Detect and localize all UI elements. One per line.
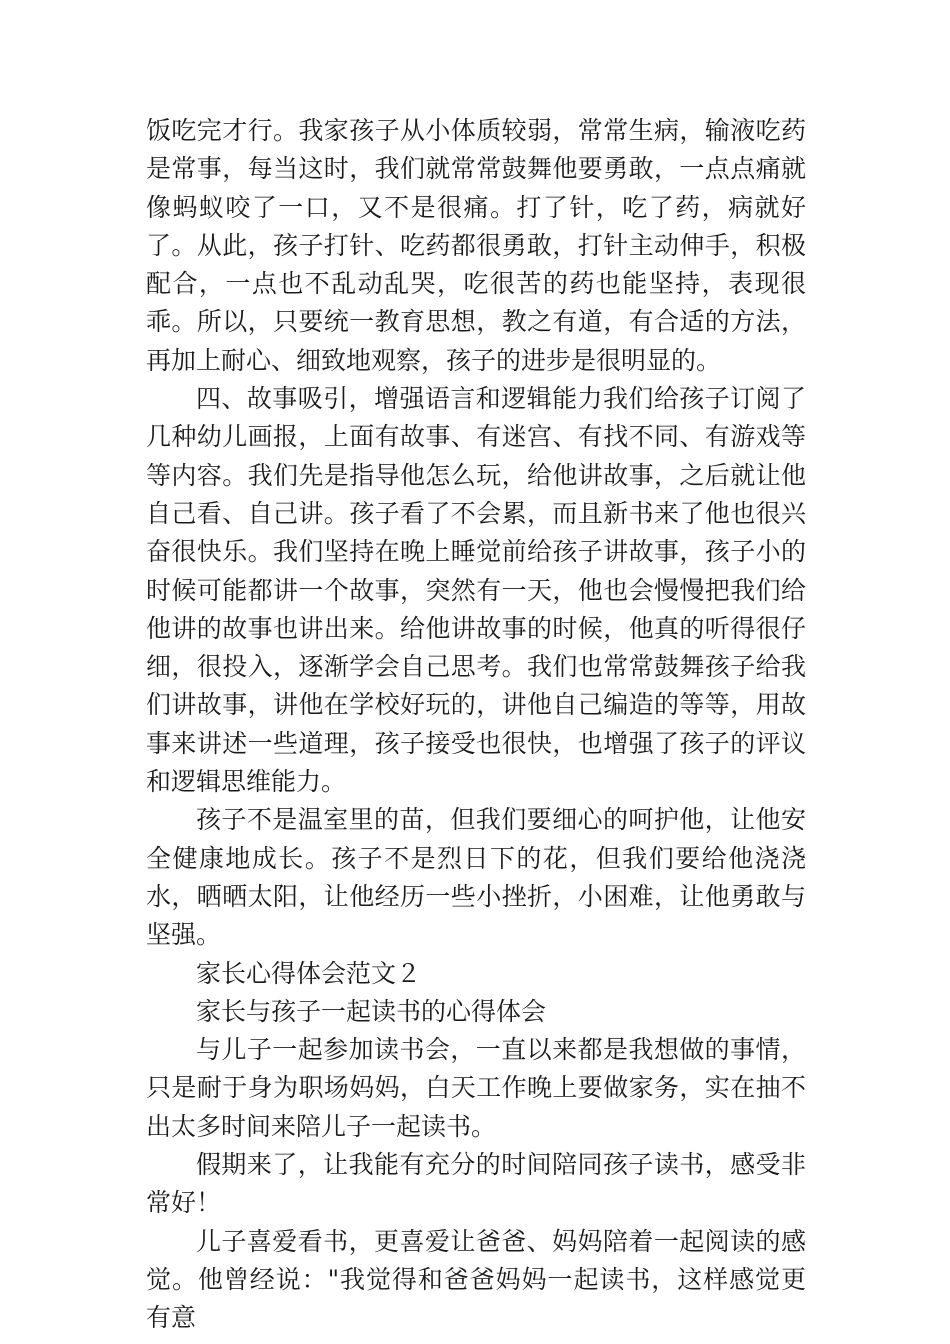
paragraph-holiday: 假期来了，让我能有充分的时间陪同孩子读书，感受非常好！: [146, 1150, 806, 1218]
paragraph-conclusion: 孩子不是温室里的苗，但我们要细心的呵护他，让他安全健康地成长。孩子不是烈日下的花，但我们要给他浇浇水，晒晒太阳，让他经历一些小挫折，小困难，让他勇敢与坚强。: [146, 805, 806, 950]
paragraph-continuation: 饭吃完才行。我家孩子从小体质较弱，常常生病，输液吃药是常事，每当这时，我们就常常鼓舞他要勇敢，一点点痛就像蚂蚁咬了一口，又不是很痛。打了针，吃了药，病就好了。从此，孩子打针、吃药都很勇敢，打针主动伸手，积极配合，一点也不乱动乱哭，吃很苦的药也能坚持，表现很乖。所以，只要统一教育思想，教之有道，有合适的方法，再加上耐心、细致地观察，孩子的进步是很明显的。: [146, 116, 806, 375]
paragraph-son-reading: 儿子喜爱看书，更喜爱让爸爸、妈妈陪着一起阅读的感觉。他曾经说："我觉得和爸爸妈妈一起读书，这样感觉更有意: [146, 1226, 806, 1333]
section-heading: 家长心得体会范文２: [196, 958, 422, 988]
paragraph-storytelling: 四、故事吸引，增强语言和逻辑能力我们给孩子订阅了几种幼儿画报，上面有故事、有迷宫、有找不同、有游戏等等内容。我们先是指导他怎么玩，给他讲故事，之后就让他自己看、自己讲。孩子看了不会累，而且新书来了他也很兴奋很快乐。我们坚持在晚上睡觉前给孩子讲故事，孩子小的时候可能都讲一个故事，突然有一天，他也会慢慢把我们给他讲的故事也讲出来。给他讲故事的时候，他真的听得很仔细，很投入，逐渐学会自己思考。我们也常常鼓舞孩子给我们讲故事，讲他在学校好玩的，讲他自己编造的等等，用故事来讲述一些道理，孩子接受也很快，也增强了孩子的评议和逻辑思维能力。: [146, 384, 806, 797]
section-subtitle: 家长与孩子一起读书的心得体会: [196, 996, 547, 1026]
paragraph-reading-club: 与儿子一起参加读书会，一直以来都是我想做的事情，只是耐于身为职场妈妈，白天工作晚上要做家务，实在抽不出太多时间来陪儿子一起读书。: [146, 1035, 806, 1141]
document-body: [146, 112, 806, 1338]
